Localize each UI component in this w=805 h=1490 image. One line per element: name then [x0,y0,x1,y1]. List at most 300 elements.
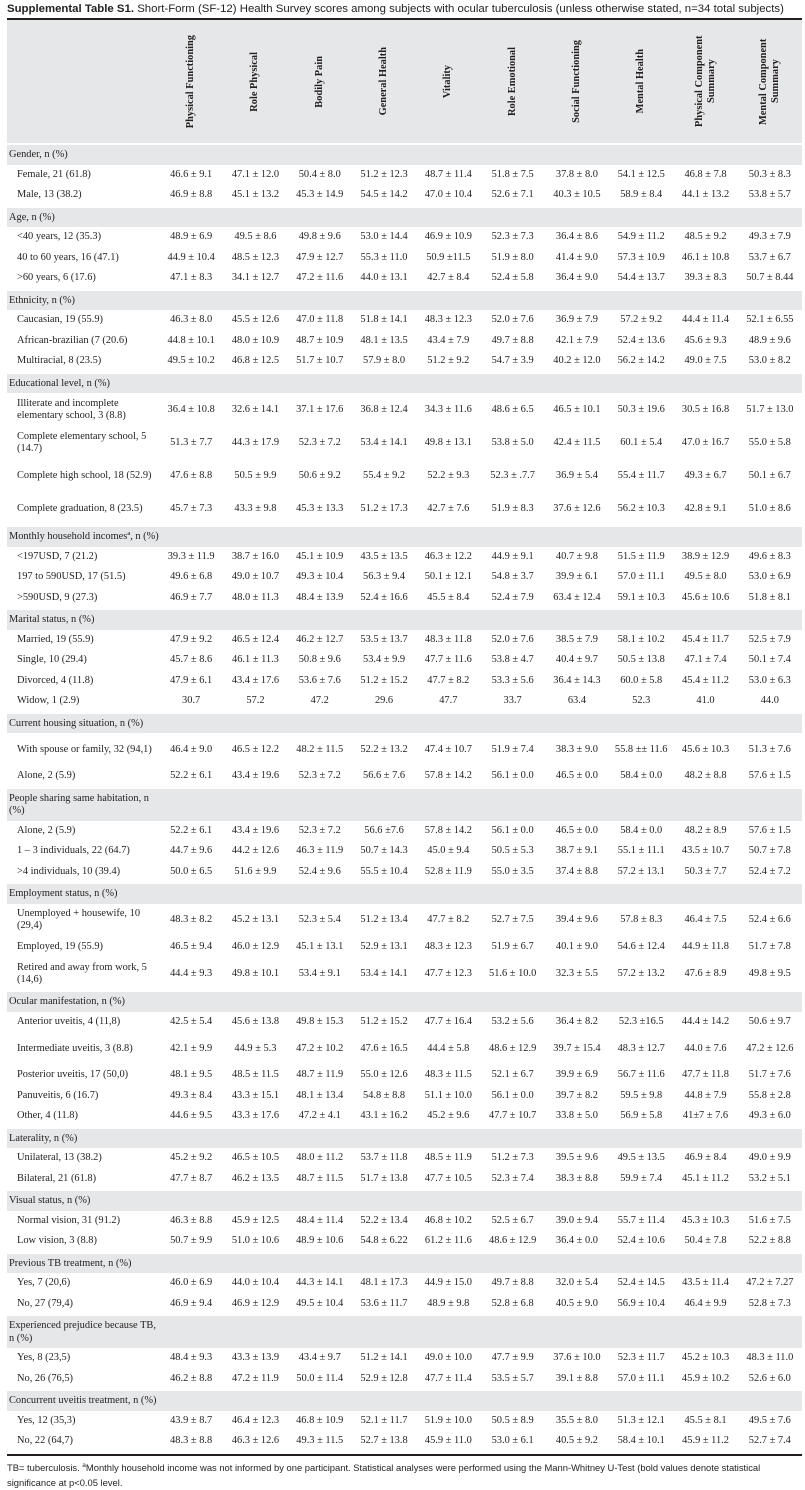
score-cell: 52.3 ± 11.7 [617,1352,665,1364]
category-filler-cell [673,144,737,165]
category-filler-cell [480,207,544,228]
category-filler-cell [673,1128,737,1149]
score-cell: 50.7 ± 8.44 [746,272,794,284]
category-filler-cell [352,1390,416,1411]
score-cell: 50.6 ± 9.7 [748,1015,791,1027]
category-row [7,526,802,547]
score-cell: 43.5 ± 13.5 [360,550,408,562]
score-cell: 57.2 ± 13.2 [617,967,665,979]
row-label: Complete graduation, 8 (23.5) [17,502,143,514]
category-filler-cell [288,144,352,165]
score-cell: 48.7 ± 10.9 [296,334,344,346]
score-cell: 52.1 ± 11.7 [360,1414,408,1426]
row-label: With spouse or family, 32 (94,1) [17,743,152,755]
score-cell: 47.7 ± 10.5 [424,1172,472,1184]
table-row [7,650,802,671]
score-cell: 45.1 ± 13.2 [231,189,280,201]
score-cell: 60.1 ± 5.4 [620,436,663,448]
score-cell: 59.5 ± 9.8 [620,1089,663,1101]
table-row [7,1148,802,1169]
row-label: Bilateral, 21 (61.8) [17,1172,97,1184]
score-cell: 52.2 ± 9.3 [427,469,470,481]
category-row [7,207,802,228]
table-row [7,165,802,186]
table-body [7,144,802,1452]
score-cell: 50.8 ± 9.6 [298,654,341,666]
score-cell: 57.0 ± 11.1 [617,571,665,583]
row-label: Normal vision, 31 (91.2) [17,1214,121,1226]
score-cell: 46.9 ± 7.7 [170,591,213,603]
score-cell: 50.1 ± 7.4 [748,654,791,666]
score-cell: 39.5 ± 9.6 [555,1152,598,1164]
column-header [673,19,737,144]
score-cell: 52.3 ± 7.2 [298,436,341,448]
score-cell: 47.6 ± 8.9 [684,967,727,979]
score-cell: 53.2 ± 5.6 [491,1015,534,1027]
table-row [7,630,802,651]
score-cell: 43.4 ± 19.6 [231,824,280,836]
score-cell: 48.2 ± 8.8 [684,770,727,782]
score-cell: 39.3 ± 8.3 [684,272,727,284]
score-cell: 39.4 ± 9.6 [555,914,598,925]
score-cell: 37.6 ± 10.0 [553,1352,601,1364]
score-cell: 43.5 ± 11.4 [682,1277,729,1289]
score-cell: 45.4 ± 11.7 [682,633,729,645]
score-cell: 51.6 ± 9.9 [234,865,277,877]
category-filler-cell [223,788,287,821]
score-cell: 35.5 ± 8.0 [555,1414,598,1426]
score-cell: 48.7 ± 11.4 [424,168,472,180]
score-cell: 46.8 ± 10.2 [424,1214,472,1226]
score-cell: 58.4 ± 0.0 [620,770,663,782]
score-cell: 51.7 ± 7.6 [748,1069,791,1081]
category-filler-cell [159,1390,223,1411]
score-cell: 48.3 ± 8.8 [170,1435,213,1447]
score-cell: 56.1 ± 0.0 [491,770,534,782]
score-cell: 48.1 ± 13.4 [296,1089,344,1101]
score-cell: 46.2 ± 12.7 [296,633,344,645]
score-cell: 48.4 ± 11.4 [296,1214,344,1226]
score-cell: 46.9 ± 9.4 [170,1297,213,1309]
category-filler-cell [223,373,287,394]
score-cell: 46.3 ± 8.8 [170,1214,213,1226]
score-cell: 52.5 ± 7.9 [748,633,791,645]
score-cell: 52.3 ± 5.4 [298,914,341,925]
score-cell: 58.9 ± 8.4 [620,189,663,201]
category-filler-cell [352,1128,416,1149]
score-cell: 50.7 ± 7.8 [748,845,791,857]
score-cell: 44.9 ± 10.4 [167,251,215,263]
score-cell: 46.2 ± 13.5 [231,1172,280,1184]
category-filler-cell [609,713,673,734]
score-cell: 48.4 ± 13.9 [296,591,344,603]
table-row [7,227,802,248]
score-cell: 56.9 ± 5.8 [620,1110,663,1122]
score-cell: 44.2 ± 12.6 [231,845,280,857]
category-row [7,1390,802,1411]
category-filler-cell [159,207,223,228]
score-cell: 50.1 ± 12.1 [424,571,472,583]
score-cell: 46.3 ± 12.2 [424,550,472,562]
score-cell: 50.5 ± 9.9 [234,469,277,481]
score-cell: 45.9 ± 12.5 [231,1214,280,1226]
category-filler-cell [288,713,352,734]
score-cell: 57.8 ± 8.3 [620,914,663,925]
score-cell: 54.8 ± 3.7 [491,571,534,583]
category-title: Monthly household incomesª, n (%) [7,526,159,547]
score-cell: 45.9 ± 11.2 [682,1435,729,1447]
category-filler-cell [352,991,416,1012]
category-filler-cell [545,991,609,1012]
category-filler-cell [223,526,287,547]
score-cell: 52.9 ± 13.1 [360,940,408,952]
score-cell: 51.2 ± 14.1 [360,1352,408,1364]
score-cell: 55.1 ± 11.1 [617,845,665,857]
score-cell: 42.5 ± 5.4 [170,1015,213,1027]
category-row [7,290,802,311]
score-cell: 53.5 ± 13.7 [360,633,408,645]
score-cell: 42.7 ± 8.4 [427,272,470,284]
score-cell: 46.2 ± 8.8 [170,1372,213,1384]
category-filler-cell [159,609,223,630]
score-cell: 32.0 ± 5.4 [555,1277,598,1289]
score-cell: 49.6 ± 6.8 [170,571,213,583]
column-header [609,19,673,144]
table-row [7,1369,802,1391]
row-label: 40 to 60 years, 16 (47.1) [17,251,119,263]
column-header [480,19,544,144]
score-cell: 48.3 ± 11.8 [424,633,472,645]
score-cell: 47.2 ± 7.27 [746,1277,794,1289]
category-filler-cell [673,1190,737,1211]
score-cell: 52.1 ± 6.55 [746,314,794,326]
row-label: Divorced, 4 (11.8) [17,674,94,686]
score-cell: 56.1 ± 0.0 [491,824,534,836]
row-label: <40 years, 12 (35.3) [17,231,102,243]
score-cell: 46.0 ± 12.9 [231,940,280,952]
category-filler-cell [673,207,737,228]
score-cell: 45.4 ± 11.2 [682,674,729,686]
row-label: Panuveitis, 6 (16.7) [17,1089,99,1101]
table-row [7,492,802,526]
category-filler-cell [673,1315,737,1348]
score-cell: 41.4 ± 9.0 [555,251,598,263]
score-cell: 47.7 ± 8.2 [427,914,470,925]
score-cell: 49.6 ± 8.3 [748,550,791,562]
score-cell: 42.7 ± 7.6 [427,502,470,514]
score-cell: 45.1 ± 13.1 [296,940,344,952]
score-cell: 47.0 ± 11.8 [296,314,344,326]
row-label: Low vision, 3 (8.8) [17,1235,97,1247]
score-cell: 45.6 ± 10.6 [681,591,730,603]
score-cell: 54.8 ± 8.8 [363,1089,406,1101]
score-cell: 46.5 ± 10.5 [231,1152,280,1164]
score-cell: 51.3 ± 7.6 [748,743,791,755]
score-cell: 47.7 ± 8.2 [427,674,470,686]
category-filler-cell [738,609,802,630]
table-row [7,937,802,958]
score-cell: 51.2 ± 13.4 [360,914,408,925]
category-filler-cell [416,1128,480,1149]
score-cell: 53.4 ± 9.9 [363,654,406,666]
score-cell: 46.9 ± 8.4 [684,1152,727,1164]
score-cell: 56.2 ± 10.3 [617,502,665,514]
score-cell: 44.4 ± 9.3 [170,967,213,979]
category-filler-cell [609,609,673,630]
column-header-label: Physical Functioning [185,34,197,129]
category-filler-cell [738,883,802,904]
table-row [7,821,802,842]
category-filler-cell [738,1128,802,1149]
score-cell: 48.4 ± 9.3 [170,1352,213,1364]
footnote-text-1: TB= tuberculosis. [7,1461,83,1473]
column-header [545,19,609,144]
score-cell: 53.4 ± 9.1 [298,967,341,979]
column-header-label: Social Functioning [570,40,582,123]
score-cell: 45.9 ± 10.2 [681,1372,730,1384]
score-cell: 45.6 ± 9.3 [684,334,727,346]
score-cell: 52.5 ± 6.7 [491,1214,534,1226]
score-cell: 55.3 ± 11.0 [360,251,408,263]
score-cell: 39.3 ± 11.9 [167,550,215,562]
score-cell: 53.0 ± 14.4 [360,231,408,243]
category-filler-cell [545,883,609,904]
score-cell: 49.0 ± 9.9 [748,1152,791,1164]
category-filler-cell [545,373,609,394]
score-cell: 41.0 [696,695,715,707]
score-cell: 44.4 ± 5.8 [427,1042,470,1054]
score-cell: 39.1 ± 8.8 [555,1372,598,1384]
category-filler-cell [288,883,352,904]
score-cell: 53.8 ± 4.7 [491,654,534,666]
score-cell: 48.3 ± 11.5 [424,1069,472,1081]
category-filler-cell [738,207,802,228]
row-label: Caucasian, 19 (55.9) [17,314,103,326]
score-cell: 46.1 ± 10.8 [681,251,730,263]
score-cell: 46.5 ± 0.0 [555,824,598,836]
score-cell: 45.9 ± 11.0 [424,1435,472,1447]
score-cell: 39.0 ± 9.4 [555,1214,598,1226]
table-row [7,862,802,884]
score-cell: 53.4 ± 14.1 [360,967,408,979]
score-cell: 47.7 ± 9.9 [491,1352,534,1364]
category-filler-cell [159,1128,223,1149]
score-cell: 45.1 ± 11.2 [682,1172,729,1184]
score-cell: 46.4 ± 12.3 [231,1414,280,1426]
category-filler-cell [288,1390,352,1411]
score-cell: 49.3 ± 10.4 [296,571,344,583]
table-row [7,1231,802,1253]
score-cell: 51.7 ± 13.0 [746,403,794,415]
score-cell: 48.0 ± 10.9 [231,334,280,346]
row-label: Single, 10 (29.4) [17,654,87,666]
category-filler-cell [288,991,352,1012]
category-filler-cell [288,788,352,821]
category-filler-cell [609,883,673,904]
category-title: Laterality, n (%) [7,1128,159,1149]
score-cell: 49.3 ± 7.9 [748,231,791,243]
table-row [7,1431,802,1452]
score-cell: 43.4 ± 19.6 [231,770,280,782]
score-cell: 51.8 ± 8.1 [748,591,791,603]
score-cell: 48.0 ± 11.3 [232,591,279,603]
score-cell: 44.6 ± 9.5 [170,1110,213,1122]
score-cell: 55.0 ± 3.5 [491,865,534,877]
score-cell: 44.9 ± 9.1 [491,550,534,562]
score-cell: 46.8 ± 12.5 [231,355,280,367]
score-cell: 50.5 ± 13.8 [617,654,665,666]
column-header-label: Vitality [442,64,454,99]
category-filler-cell [738,713,802,734]
category-filler-cell [545,1128,609,1149]
table-header [7,19,802,144]
score-cell: 43.3 ± 15.1 [231,1089,280,1101]
score-cell: 44.0 [760,695,779,707]
score-cell: 44.3 ± 17.9 [231,436,280,448]
column-header-label: Physical Component Summary [693,35,717,128]
score-cell: 47.2 [310,695,329,707]
score-cell: 52.0 ± 7.6 [491,314,534,326]
category-title: Visual status, n (%) [7,1190,159,1211]
table-row [7,957,802,991]
score-cell: 58.4 ± 0.0 [620,824,663,836]
score-cell: 47.1 ± 12.0 [231,168,280,180]
score-cell: 57.6 ± 1.5 [748,824,791,836]
score-cell: 54.6 ± 12.4 [617,940,665,952]
score-cell: 53.6 ± 7.6 [298,674,341,686]
score-cell: 36.4 ± 8.2 [555,1015,598,1027]
score-cell: 59.1 ± 10.3 [617,591,665,603]
score-cell: 47.7 ± 11.8 [682,1069,729,1081]
table-row [7,1086,802,1107]
category-filler-cell [223,1315,287,1348]
score-cell: 46.4 ± 7.5 [684,914,727,925]
score-cell: 51.7 ± 13.8 [360,1172,408,1184]
score-cell: 53.8 ± 5.0 [491,436,534,448]
score-cell: 47.7 ± 16.4 [424,1015,472,1027]
score-cell: 40.3 ± 10.5 [553,189,601,201]
score-cell: 52.2 ± 6.1 [170,770,213,782]
score-cell: 49.5 ± 13.5 [617,1152,665,1164]
score-cell: 57.9 ± 8.0 [363,355,406,367]
score-cell: 55.8 ±± 11.6 [614,743,668,755]
category-filler-cell [288,1128,352,1149]
category-filler-cell [480,1190,544,1211]
score-cell: 50.4 ± 8.0 [298,168,341,180]
category-title: Ethnicity, n (%) [7,290,159,311]
category-filler-cell [738,526,802,547]
score-cell: 41±7 ± 7.6 [682,1110,729,1122]
score-cell: 45.2 ± 10.3 [681,1352,730,1364]
score-cell: 48.1 ± 17.3 [360,1277,408,1289]
category-filler-cell [288,1190,352,1211]
score-cell: 46.1 ± 11.3 [232,654,279,666]
score-cell: 43.4 ± 17.6 [231,674,280,686]
category-filler-cell [738,1315,802,1348]
score-cell: 53.2 ± 5.1 [748,1172,791,1184]
score-cell: 44.4 ± 11.4 [682,314,729,326]
category-filler-cell [609,1190,673,1211]
category-title: Concurrent uveitis treatment, n (%) [7,1390,159,1411]
category-filler-cell [416,1253,480,1274]
score-cell: 51.8 ± 14.1 [360,314,408,326]
category-filler-cell [609,144,673,165]
row-label: Alone, 2 (5.9) [17,824,76,836]
score-cell: 47.9 ± 9.2 [170,633,213,645]
category-filler-cell [609,1315,673,1348]
category-filler-cell [738,290,802,311]
score-cell: 44.0 ± 10.4 [231,1277,280,1289]
score-cell: 49.8 ± 9.5 [748,967,791,979]
category-filler-cell [738,144,802,165]
category-filler-cell [352,373,416,394]
category-filler-cell [352,788,416,821]
category-filler-cell [288,207,352,228]
row-label: >4 individuals, 10 (39.4) [17,865,121,877]
score-cell: 45.6 ± 13.8 [231,1015,280,1027]
score-cell: 55.7 ± 11.4 [617,1214,665,1226]
score-cell: 43.5 ± 10.7 [681,845,730,857]
category-filler-cell [738,1390,802,1411]
score-cell: 48.9 ± 6.9 [170,231,213,243]
score-cell: 48.9 ± 9.8 [427,1297,470,1309]
score-cell: 45.5 ± 8.1 [684,1414,727,1426]
row-label: Unilateral, 13 (38.2) [17,1152,102,1164]
category-filler-cell [673,991,737,1012]
category-filler-cell [545,1315,609,1348]
score-cell: 50.1 ± 6.7 [748,469,791,481]
category-filler-cell [673,1253,737,1274]
score-cell: 52.1 ± 6.7 [491,1069,534,1081]
score-cell: 44.0 ± 7.6 [684,1042,727,1054]
table-row [7,351,802,373]
score-cell: 59.9 ± 7.4 [620,1172,663,1184]
score-cell: 49.7 ± 8.8 [491,334,534,346]
category-filler-cell [288,609,352,630]
table-row [7,1294,802,1316]
score-cell: 47.6 ± 8.8 [170,469,213,481]
score-cell: 49.0 ± 7.5 [684,355,727,367]
category-filler-cell [416,991,480,1012]
category-filler-cell [416,883,480,904]
row-label: Unemployed + housewife, 10 (29,4) [17,908,141,931]
column-header [223,19,287,144]
category-row [7,713,802,734]
score-cell: 48.1 ± 13.5 [360,334,408,346]
score-cell: 53.0 ± 6.1 [491,1435,534,1447]
table-row [7,547,802,568]
score-cell: 48.2 ± 8.9 [684,824,727,836]
table-row [7,1169,802,1191]
category-title: Age, n (%) [7,207,159,228]
row-label: Employed, 19 (55.9) [17,940,103,952]
row-label: Illiterate and incomplete elementary school, 3 (8.8) [17,397,126,421]
score-cell: 38.5 ± 7.9 [555,633,598,645]
score-cell: 46.5 ± 10.1 [553,403,601,415]
score-cell: 46.3 ± 11.9 [296,845,344,857]
score-cell: 47.9 ± 12.7 [296,251,344,263]
score-cell: 38.9 ± 12.9 [681,550,730,562]
score-cell: 48.9 ± 10.6 [296,1235,344,1247]
score-cell: 49.5 ± 8.0 [684,571,727,583]
score-cell: 52.2 ± 13.4 [360,1214,408,1226]
score-cell: 56.6 ± 7.6 [363,770,406,782]
score-cell: 46.0 ± 6.9 [170,1277,213,1289]
score-cell: 33.7 [503,695,522,707]
score-cell: 52.4 ± 7.9 [491,591,534,603]
score-cell: 54.8 ± 6.22 [360,1235,408,1247]
score-cell: 38.7 ± 16.0 [231,550,280,562]
